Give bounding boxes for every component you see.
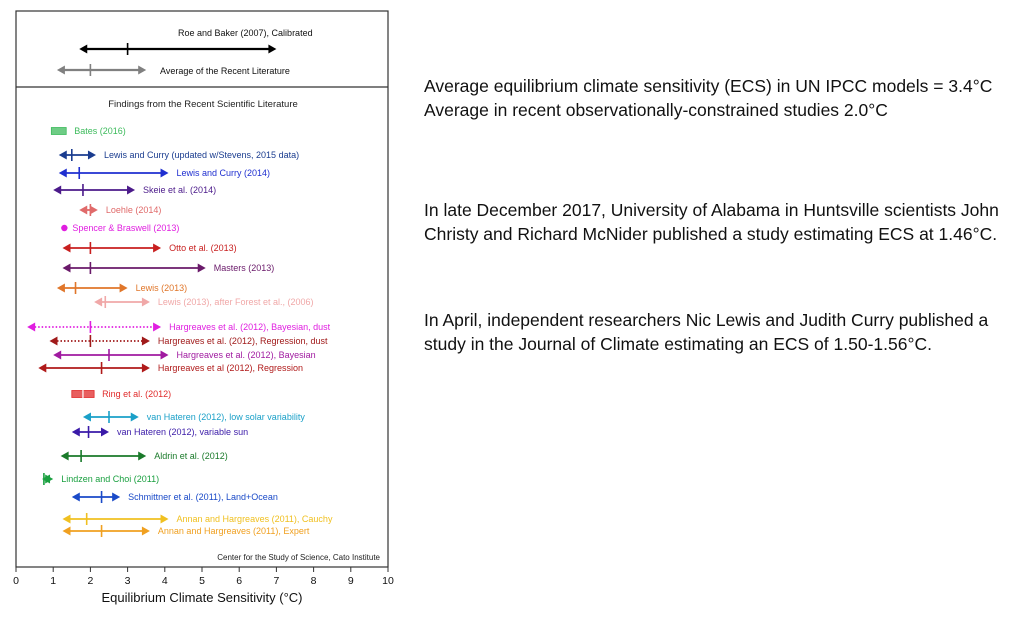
study-arrow-low-top-0	[79, 45, 87, 54]
study-label-20: Annan and Hargreaves (2011), Cauchy	[176, 514, 333, 525]
source-annotation: Center for the Study of Science, Cato Institute	[217, 553, 380, 562]
study-label-0: Bates (2016)	[74, 126, 126, 137]
study-arrow-high-19	[112, 493, 120, 502]
x-axis	[13, 567, 394, 587]
study-label-6: Otto et al. (2013)	[169, 243, 237, 254]
study-arrow-high-1	[88, 151, 96, 160]
paragraph-christy-mcnider: In late December 2017, University of Alabama in Huntsville scientists John Christy and Richard McNider published a study estimating ECS at 1.46°C.	[424, 200, 999, 244]
study-label-9: Lewis (2013), after Forest et al., (2006)	[157, 297, 314, 308]
study-arrow-low-13	[38, 364, 46, 373]
study-arrow-low-21	[63, 527, 71, 536]
study-label-15: van Hateren (2012), low solar variability	[146, 412, 305, 423]
study-arrow-high-20	[161, 515, 169, 524]
study-arrow-high-15	[131, 413, 139, 422]
study-arrow-low-19	[72, 493, 80, 502]
x-axis-label: Equilibrium Climate Sensitivity (°C)	[101, 590, 303, 605]
section-title: Findings from the Recent Scientific Literature	[108, 99, 298, 110]
study-arrow-low-4	[79, 206, 87, 215]
study-arrow-low-15	[83, 413, 91, 422]
study-arrow-high-17	[138, 452, 146, 461]
study-label-3: Skeie et al. (2014)	[143, 185, 217, 196]
study-arrow-high-8	[120, 284, 128, 293]
study-label-19: Schmittner et al. (2011), Land+Ocean	[128, 492, 278, 503]
x-tick-label-7: 7	[273, 575, 280, 587]
study-label-14: Ring et al. (2012)	[102, 389, 172, 400]
study-label-8: Lewis (2013)	[135, 283, 188, 294]
study-arrow-low-10	[27, 323, 35, 332]
study-arrow-low-top-1	[57, 66, 65, 75]
study-label-1: Lewis and Curry (updated w/Stevens, 2015 data)	[103, 150, 300, 161]
study-arrow-high-11	[142, 337, 150, 346]
study-label-21: Annan and Hargreaves (2011), Expert	[157, 526, 310, 537]
study-arrow-low-9	[94, 298, 102, 307]
study-label-11: Hargreaves et al. (2012), Regression, dust	[157, 336, 328, 347]
study-arrow-low-1	[59, 151, 67, 160]
paragraph-ipcc-average: Average equilibrium climate sensitivity (ECS) in UN IPCC models = 3.4°C Average in recent observationally-constrained studies 2.0°C	[424, 76, 993, 120]
x-tick-label-8: 8	[310, 575, 317, 587]
study-arrow-high-6	[153, 244, 161, 253]
study-label-4: Loehle (2014)	[105, 205, 162, 216]
study-arrow-low-8	[57, 284, 65, 293]
study-arrow-high-3	[127, 186, 135, 195]
study-label-18: Lindzen and Choi (2011)	[61, 474, 160, 485]
x-tick-label-3: 3	[124, 575, 131, 587]
study-arrow-low-20	[63, 515, 71, 524]
study-label-17: Aldrin et al. (2012)	[154, 451, 228, 462]
x-tick-label-10: 10	[382, 575, 394, 587]
study-intervals	[27, 126, 333, 537]
study-label-12: Hargreaves et al. (2012), Bayesian	[176, 350, 316, 361]
x-tick-label-4: 4	[161, 575, 168, 587]
study-arrow-high-10	[153, 323, 161, 332]
study-arrow-high-2	[161, 169, 169, 178]
study-box-0	[51, 128, 66, 135]
study-arrow-high-12	[161, 351, 169, 360]
x-tick-label-9: 9	[347, 575, 354, 587]
paragraph-lewis-curry: In April, independent researchers Nic Lewis and Judith Curry published a study in the Journal of Climate estimating an ECS of 1.50-1.56°C.	[424, 310, 989, 354]
study-arrow-low-16	[72, 428, 80, 437]
study-arrow-high-top-0	[268, 45, 276, 54]
x-tick-label-0: 0	[13, 575, 19, 587]
study-arrow-high-21	[142, 527, 150, 536]
x-tick-label-1: 1	[50, 575, 57, 587]
study-point-5	[61, 225, 67, 231]
study-arrow-low-7	[63, 264, 71, 273]
top-panel	[57, 28, 313, 76]
study-arrow-high-13	[142, 364, 150, 373]
study-arrow-high-9	[142, 298, 150, 307]
study-arrow-low-2	[59, 169, 67, 178]
x-tick-label-5: 5	[199, 575, 205, 587]
study-arrow-low-11	[49, 337, 57, 346]
x-tick-label-2: 2	[87, 575, 94, 587]
study-label-2: Lewis and Curry (2014)	[176, 168, 271, 179]
study-arrow-low-12	[53, 351, 61, 360]
study-label-13: Hargreaves et al (2012), Regression	[157, 363, 303, 374]
study-label-10: Hargreaves et al. (2012), Bayesian, dust	[169, 322, 331, 333]
x-tick-label-6: 6	[236, 575, 243, 587]
study-arrow-low-3	[53, 186, 61, 195]
study-label-7: Masters (2013)	[213, 263, 275, 274]
top-panel-label-1: Average of the Recent Literature	[160, 66, 290, 76]
study-arrow-low-17	[61, 452, 69, 461]
top-panel-label-0: Roe and Baker (2007), Calibrated	[178, 28, 313, 38]
study-arrow-high-top-1	[138, 66, 146, 75]
study-arrow-high-16	[101, 428, 109, 437]
study-label-16: van Hateren (2012), variable sun	[117, 427, 249, 438]
ecs-chart	[0, 0, 410, 635]
study-label-5: Spencer & Braswell (2013)	[72, 223, 180, 234]
study-arrow-high-7	[198, 264, 206, 273]
study-arrow-low-6	[63, 244, 71, 253]
